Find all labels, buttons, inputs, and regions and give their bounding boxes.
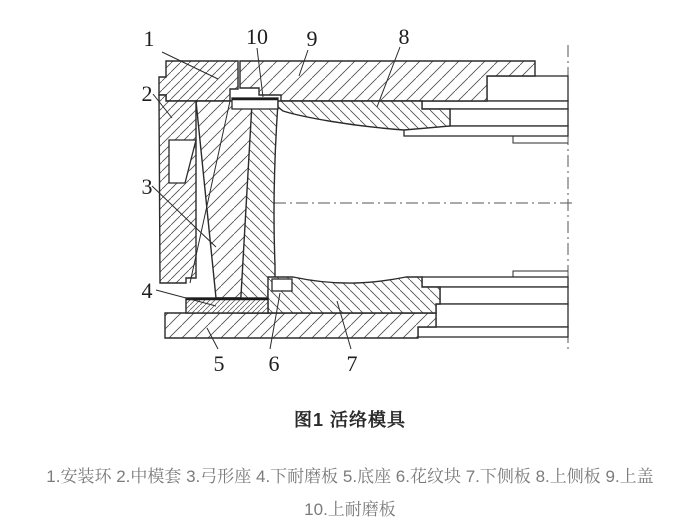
figure-legend (0, 460, 700, 525)
part-label-5: 5 (213, 351, 225, 376)
part-label-9: 9 (306, 26, 318, 51)
part-label-3: 3 (141, 174, 153, 199)
part-7-lower-side-plate (268, 277, 440, 313)
figure-caption: 图1 活络模具 (293, 410, 406, 430)
lower-bead-step-line (513, 271, 568, 277)
lower-bead-strip-4 (418, 327, 568, 337)
lower-bead-strip-1 (422, 277, 568, 287)
part-label-1: 1 (143, 26, 155, 51)
upper-bead-step-line (513, 136, 568, 143)
upper-bead-strip-2 (450, 109, 568, 126)
part-label-2: 2 (141, 81, 153, 106)
block-corner-notch (272, 279, 292, 291)
clamp-step-block (487, 76, 568, 101)
part-1-mounting-ring (159, 61, 238, 101)
part-label-7: 7 (346, 351, 358, 376)
part-label-10: 10 (246, 24, 268, 49)
part-label-6: 6 (268, 351, 280, 376)
upper-bead-strip-1 (422, 101, 568, 109)
lower-bead-strip-2 (440, 287, 568, 304)
part-label-8: 8 (398, 24, 410, 49)
legend-line-2: 10.上耐磨板 (304, 500, 396, 519)
legend-line-1: 1.安装环 2.中模套 3.弓形座 4.下耐磨板 5.底座 6.花纹块 7.下侧板 8.上侧板 9.上盖 (46, 467, 654, 486)
lower-bead-strip-3 (436, 304, 568, 327)
part-2-middle-sleeve (159, 95, 196, 283)
part-5-base (165, 313, 436, 338)
part-label-4: 4 (141, 278, 153, 303)
